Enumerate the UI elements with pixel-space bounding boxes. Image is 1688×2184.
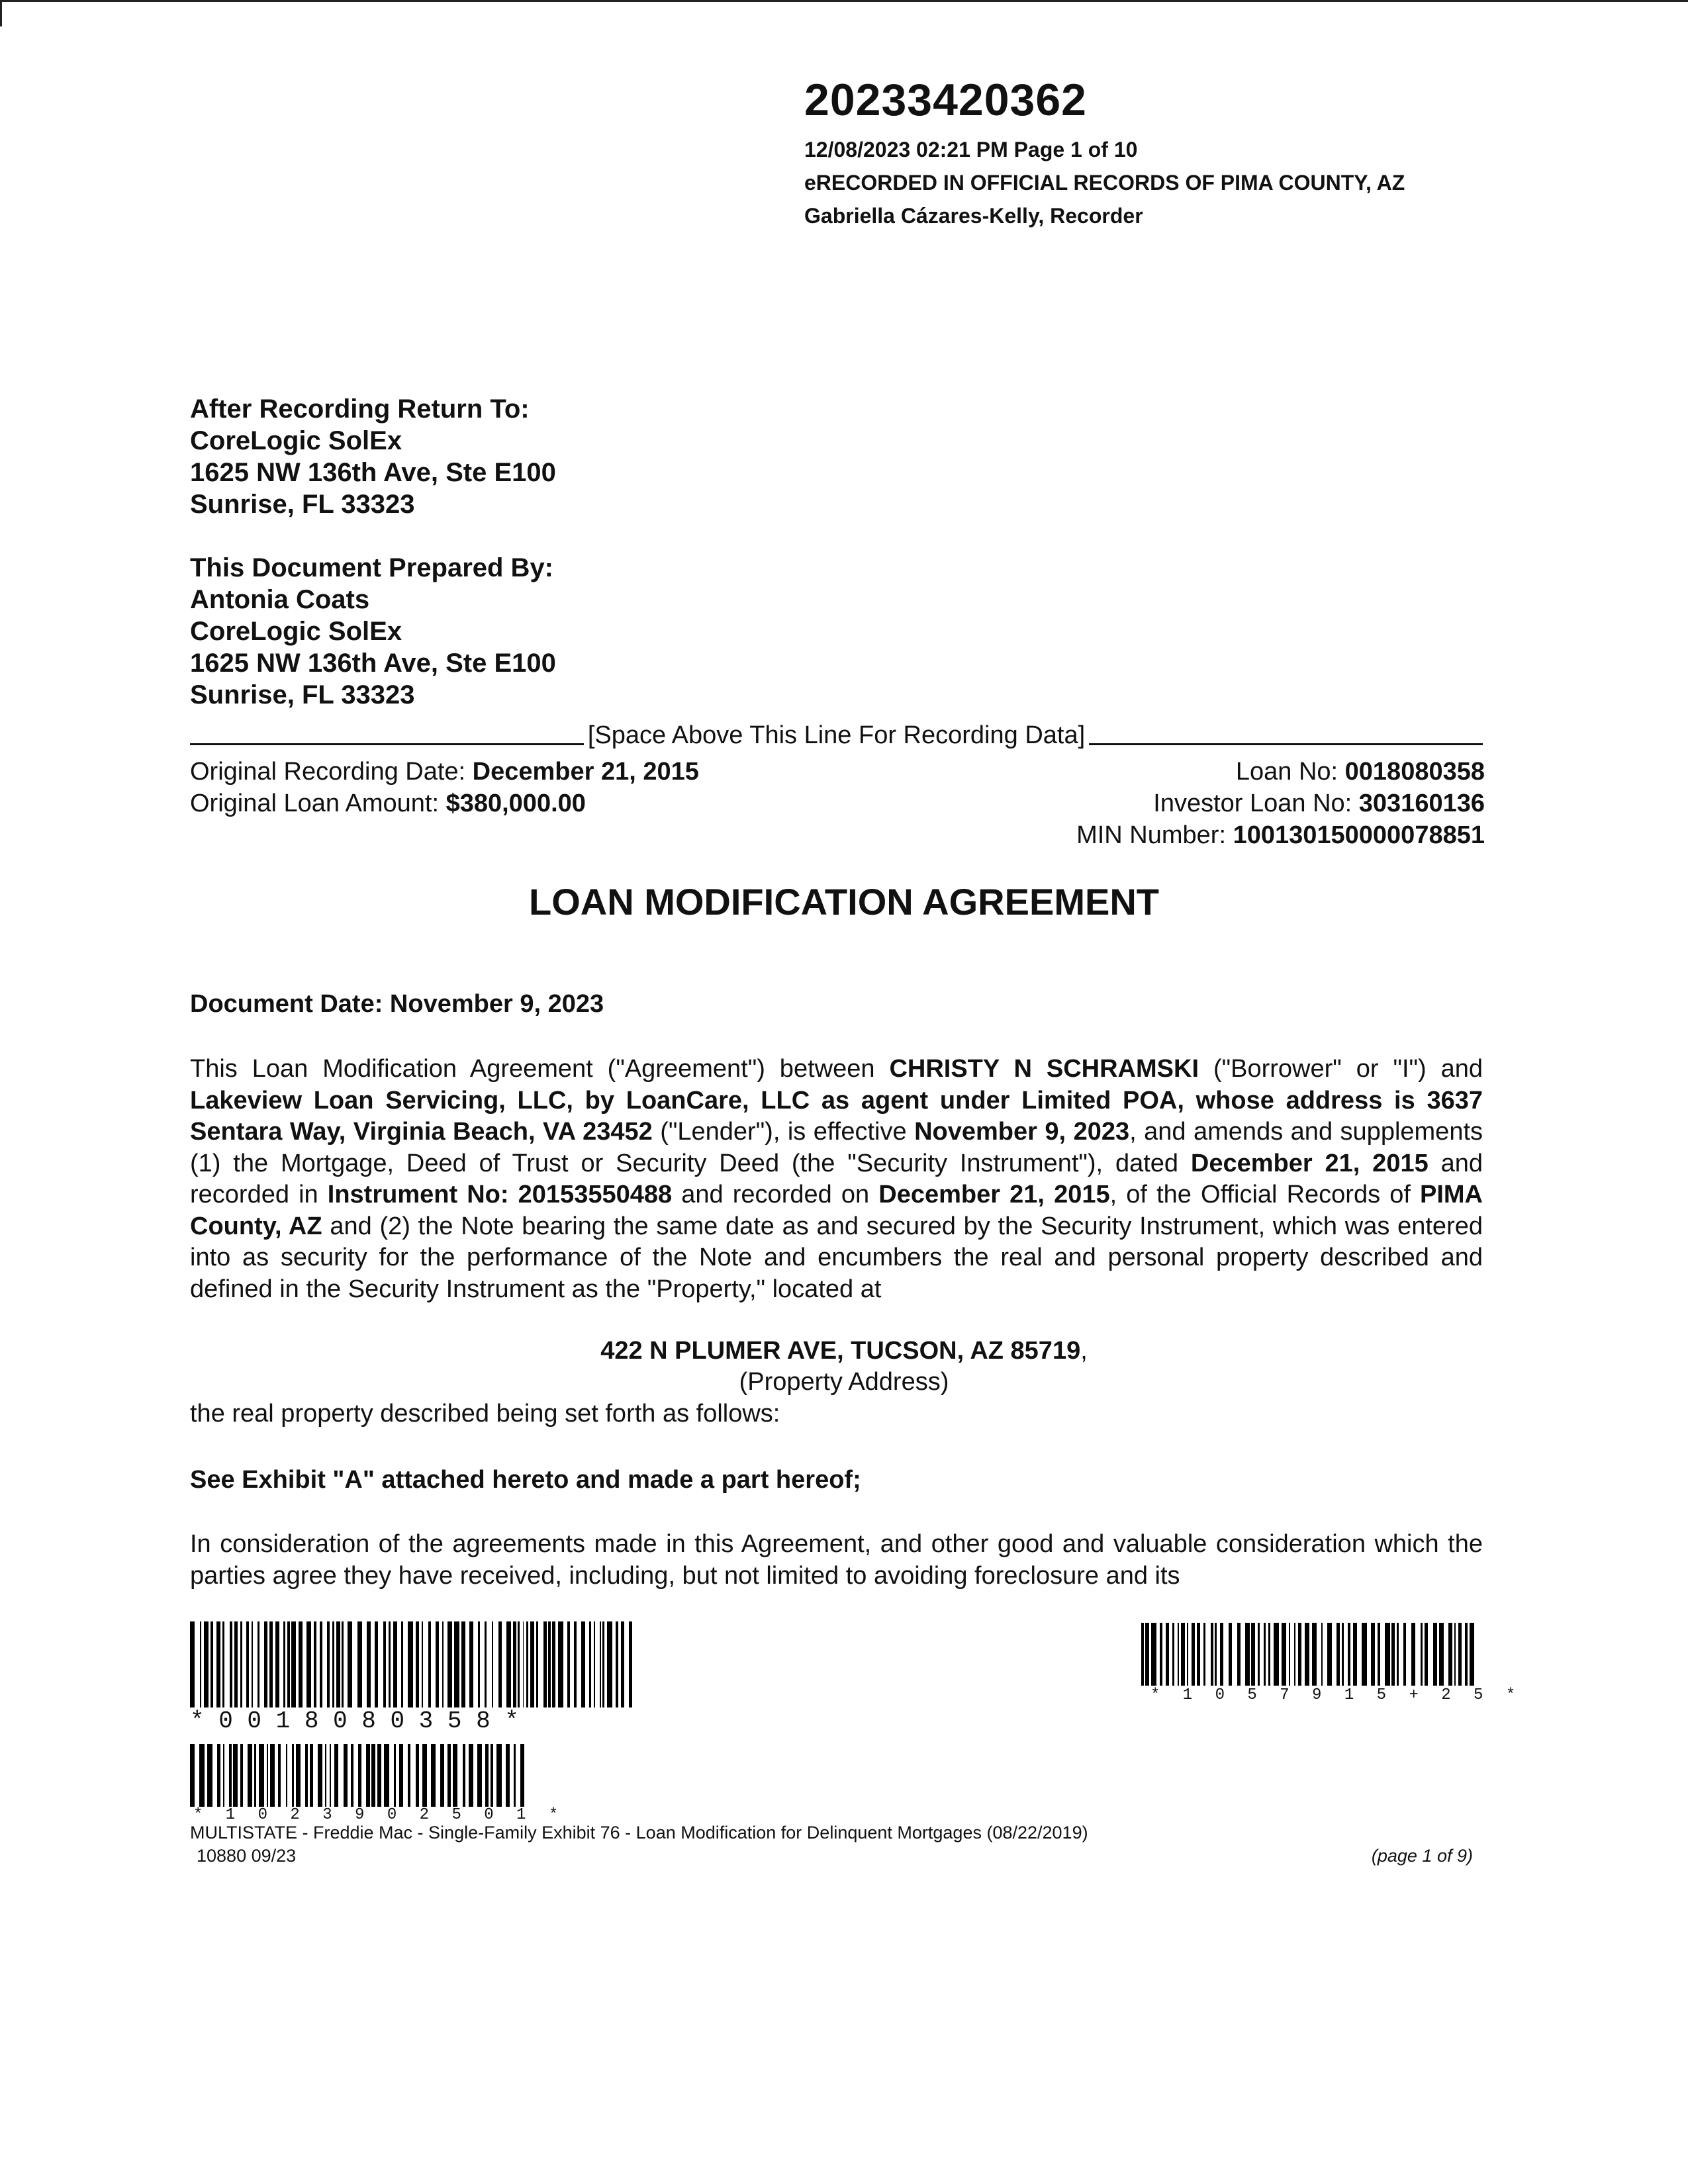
barcode-bar: [1465, 1623, 1468, 1686]
barcode-bar: [558, 1621, 563, 1707]
agreement-paragraph: This Loan Modification Agreement ("Agreement") between CHRISTY N SCHRAMSKI ("Borrower" or "I") and Lakeview Loan Servicing, LLC, by LoanCare, LLC as agent under Limited POA, whose address is 3637 Sentara Way, Virginia Beach, VA 23452 ("Lender"), is effective November 9, 2023, and amends and supplements (1) the Mortgage, Deed of Trust or Security Deed (the "Security Instrument"), dated December 21, 2015 and recorded in Instrument No: 20153550488 and recorded on December 21, 2015, of the Official Records of PIMA County, AZ and (2) the Note bearing the same date as and secured by the Security Instrument, which was entered into as security for the performance of the Note and encumbers the real and personal property described and defined in the Security Instrument as the "Property," located at: [190, 1055, 1483, 1303]
barcode-bar: [314, 1621, 316, 1707]
barcode-bar: [336, 1621, 340, 1707]
form-title: MULTISTATE - Freddie Mac - Single-Family Exhibit 76 - Loan Modification for Delinquent Mortgages (08/22/2019): [190, 1823, 1088, 1843]
barcode-bar: [320, 1621, 322, 1707]
barcode-bar: [318, 1744, 322, 1807]
barcode-bar: [1151, 1623, 1156, 1686]
barcode-bar: [270, 1744, 275, 1807]
barcode-bar: [1211, 1623, 1213, 1686]
barcode-bar: [1166, 1623, 1169, 1686]
barcode-bar: [1321, 1623, 1323, 1686]
divider-rule: [1089, 726, 1483, 745]
barcode-caption: * 0 0 1 8 0 8 0 3 5 8 *: [190, 1707, 519, 1735]
barcode-bar: [1470, 1623, 1474, 1686]
barcode-bar: [1411, 1623, 1415, 1686]
barcode-bar: [485, 1744, 489, 1807]
barcode-bar: [230, 1621, 232, 1707]
barcode-bar: [269, 1621, 273, 1707]
barcode-bar: [607, 1621, 612, 1707]
barcode-bar: [567, 1621, 570, 1707]
barcode-bar: [327, 1621, 330, 1707]
barcode-bar: [342, 1621, 344, 1707]
barcode-bar: [1251, 1623, 1255, 1686]
barcode-bar: [1397, 1623, 1399, 1686]
barcode-bar: [371, 1744, 375, 1807]
scan-corner-mark: [0, 0, 2, 26]
prepared-by-block: [190, 552, 556, 711]
county: PIMA County, AZ: [190, 1181, 1483, 1240]
barcode-bar: [258, 1621, 259, 1707]
barcode-bar: [498, 1621, 502, 1707]
barcode-bar: [526, 1621, 528, 1707]
barcode-bar: [200, 1621, 201, 1707]
barcode-bar: [287, 1621, 290, 1707]
barcode-bar: [275, 1621, 279, 1707]
space-above-label: [Space Above This Line For Recording Data]: [587, 721, 1086, 749]
barcode-bar: [1425, 1623, 1428, 1686]
barcode-bar: [1336, 1623, 1340, 1686]
barcode-bar: [216, 1621, 220, 1707]
barcode-bar: [1448, 1623, 1452, 1686]
prepared-by-line: Sunrise, FL 33323: [190, 680, 415, 709]
barcode-bar: [366, 1744, 370, 1807]
barcode-bar: [334, 1744, 338, 1807]
barcode-bar: [1371, 1623, 1376, 1686]
barcode-bar: [217, 1744, 220, 1807]
barcode-bar: [291, 1621, 297, 1707]
barcode-bar: [1342, 1623, 1344, 1686]
barcode-bar: [367, 1621, 371, 1707]
barcode-bar: [1274, 1623, 1279, 1686]
barcode-bar: [233, 1744, 238, 1807]
barcode-bar: [393, 1621, 397, 1707]
barcode-bar: [348, 1621, 352, 1707]
barcode-bar: [351, 1744, 353, 1807]
barcode-bar: [416, 1621, 419, 1707]
barcode-bar: [296, 1744, 301, 1807]
return-to-line: Sunrise, FL 33323: [190, 490, 415, 519]
barcode-bar: [344, 1744, 348, 1807]
barcode-bar: [1187, 1623, 1188, 1686]
barcode-bar: [377, 1744, 381, 1807]
barcode-bar: [1403, 1623, 1406, 1686]
barcode-bar: [1327, 1623, 1332, 1686]
barcode-bar: [485, 1621, 487, 1707]
page-number: (page 1 of 9): [1371, 1846, 1473, 1866]
barcode-bar: [574, 1621, 577, 1707]
lender-name: Lakeview Loan Servicing, LLC, by LoanCare, LLC as agent under Limited POA, whose address is 3637 Sentara Way, Virginia Beach, VA 23452: [190, 1086, 1483, 1146]
barcode-bar: [478, 1621, 480, 1707]
barcode-bar: [536, 1621, 538, 1707]
barcode-bar: [523, 1621, 524, 1707]
barcode-bar: [1391, 1623, 1395, 1686]
prepared-by-heading: This Document Prepared By:: [190, 553, 554, 582]
barcode-bar: [190, 1744, 195, 1807]
barcode-bar: [506, 1744, 510, 1807]
prepared-by-line: CoreLogic SolEx: [190, 617, 402, 646]
barcode-bar: [1378, 1623, 1380, 1686]
barcode-bar: [394, 1744, 396, 1807]
barcode-bar: [1192, 1623, 1195, 1686]
barcode-bar: [1439, 1623, 1444, 1686]
barcode-bar: [252, 1621, 253, 1707]
barcode-bar: [454, 1621, 459, 1707]
barcode-bar: [496, 1744, 502, 1807]
barcode-bar: [207, 1744, 212, 1807]
document-title: LOAN MODIFICATION AGREEMENT: [529, 881, 1159, 923]
barcode-bar: [306, 1621, 311, 1707]
barcode-bar: [491, 1744, 493, 1807]
barcode-bar: [223, 1744, 224, 1807]
barcode-bar: [548, 1621, 551, 1707]
barcode-bar: [442, 1621, 444, 1707]
barcode-bar: [1197, 1623, 1200, 1686]
barcode-bar: [1454, 1623, 1456, 1686]
barcode-bar: [1282, 1623, 1286, 1686]
barcode-bar: [581, 1621, 585, 1707]
recording-number: 20233420362: [804, 75, 1088, 125]
barcode-bar: [1362, 1623, 1367, 1686]
barcode-bar: [199, 1744, 205, 1807]
barcode-bar: [518, 1621, 520, 1707]
consideration-paragraph: In consideration of the agreements made in this Agreement, and other good and valuable consideration which the parties agree they have received, including, but not limited to avoiding foreclosure and its: [190, 1530, 1483, 1590]
barcode-bar: [602, 1621, 604, 1707]
barcode-bar: [506, 1621, 511, 1707]
barcode-caption: * 1 0 2 3 9 0 2 5 0 1 *: [193, 1806, 565, 1824]
divider-rule: [190, 726, 584, 745]
barcode-bar: [1312, 1623, 1317, 1686]
borrower-name: CHRISTY N SCHRAMSKI: [889, 1055, 1199, 1083]
barcode-bar: [416, 1744, 419, 1807]
barcode-bar: [1348, 1623, 1350, 1686]
barcode-caption: * 1 0 5 7 9 1 5 + 2 5 *: [1150, 1686, 1523, 1704]
barcode-bar: [310, 1744, 313, 1807]
barcode-bar: [530, 1621, 534, 1707]
recording-space-divider: [190, 721, 1483, 750]
return-to-heading: After Recording Return To:: [190, 394, 530, 424]
barcode-bar: [469, 1621, 473, 1707]
scan-top-edge: [0, 0, 1688, 2]
barcode-bar: [1172, 1623, 1174, 1686]
barcode-bar: [389, 1621, 391, 1707]
barcode-bar: [383, 1621, 386, 1707]
barcode-bar: [357, 1621, 362, 1707]
barcode-bar: [428, 1621, 431, 1707]
document-date: Document Date: November 9, 2023: [190, 990, 604, 1018]
barcode-bar: [552, 1621, 555, 1707]
document-barcode: [1141, 1623, 1477, 1686]
barcode-bar: [267, 1744, 268, 1807]
barcode-bar: [286, 1744, 287, 1807]
recording-office: eRECORDED IN OFFICIAL RECORDS OF PIMA COUNTY, AZ: [804, 171, 1405, 195]
prepared-by-line: 1625 NW 136th Ave, Ste E100: [190, 649, 556, 678]
effective-date: November 9, 2023: [914, 1118, 1130, 1146]
security-instrument-date: December 21, 2015: [1190, 1149, 1429, 1177]
barcode-bar: [1220, 1623, 1223, 1686]
barcode-bar: [1298, 1623, 1301, 1686]
form-code: 10880 09/23: [197, 1846, 297, 1866]
original-loan-amount: Original Loan Amount: $380,000.00: [190, 790, 586, 817]
barcode-bar: [1294, 1623, 1295, 1686]
barcode-bar: [1141, 1623, 1144, 1686]
barcode-bar: [1258, 1623, 1260, 1686]
instrument-number: Instrument No: 20153550488: [327, 1181, 673, 1208]
barcode-bar: [629, 1621, 632, 1707]
min-number: MIN Number: 100130150000078851: [1076, 821, 1485, 849]
barcode-bar: [1181, 1623, 1185, 1686]
barcode-bar: [1264, 1623, 1266, 1686]
barcode-bar: [325, 1744, 326, 1807]
barcode-bar: [1245, 1623, 1250, 1686]
barcode-bar: [278, 1744, 281, 1807]
loan-number: Loan No: 0018080358: [1235, 758, 1485, 786]
exhibit-reference: See Exhibit "A" attached hereto and made a part hereof;: [190, 1466, 861, 1494]
barcode-bar: [375, 1621, 378, 1707]
barcode-bar: [1237, 1623, 1241, 1686]
barcode-bar: [1160, 1623, 1162, 1686]
barcode-bar: [440, 1744, 444, 1807]
barcode-bar: [283, 1621, 285, 1707]
original-recording-date: Original Recording Date: December 21, 2015: [190, 758, 699, 786]
property-address: 422 N PLUMER AVE, TUCSON, AZ 85719,: [600, 1337, 1088, 1365]
barcode-bar: [305, 1744, 308, 1807]
property-description-intro: the real property described being set forth as follows:: [190, 1400, 780, 1428]
barcode-bar: [543, 1621, 547, 1707]
barcode-bar: [408, 1621, 413, 1707]
barcode-bar: [299, 1621, 303, 1707]
barcode-bar: [1458, 1623, 1462, 1686]
barcode-bar: [453, 1744, 457, 1807]
barcode-bar: [240, 1744, 243, 1807]
barcode-bar: [190, 1621, 195, 1707]
barcode-bar: [229, 1744, 232, 1807]
barcode-bar: [1229, 1623, 1232, 1686]
return-to-block: [190, 393, 556, 520]
barcode-bar: [520, 1744, 524, 1807]
barcode-bar: [211, 1621, 213, 1707]
barcode-bar: [436, 1621, 439, 1707]
barcode-bar: [1353, 1623, 1357, 1686]
barcode-bar: [469, 1744, 473, 1807]
return-to-line: CoreLogic SolEx: [190, 426, 402, 455]
barcode-bar: [461, 1621, 465, 1707]
barcode-bar: [401, 1621, 403, 1707]
barcode-bar: [477, 1744, 482, 1807]
barcode-bar: [264, 1621, 267, 1707]
barcode-bar: [1178, 1623, 1179, 1686]
barcode-bar: [514, 1744, 516, 1807]
barcode-bar: [621, 1621, 624, 1707]
barcode-bar: [422, 1621, 423, 1707]
barcode-bar: [1433, 1623, 1437, 1686]
barcode-bar: [234, 1621, 238, 1707]
barcode-bar: [1421, 1623, 1423, 1686]
property-address-caption: (Property Address): [739, 1368, 949, 1396]
barcode-bar: [492, 1621, 493, 1707]
barcode-bar: [384, 1744, 389, 1807]
recorder-name: Gabriella Cázares-Kelly, Recorder: [804, 204, 1143, 228]
barcode-bar: [332, 1621, 334, 1707]
barcode-bar: [292, 1744, 294, 1807]
barcode-bar: [246, 1621, 249, 1707]
barcode-bar: [330, 1744, 331, 1807]
barcode-bar: [1289, 1623, 1290, 1686]
barcode-bar: [248, 1744, 252, 1807]
barcode-bar: [222, 1621, 224, 1707]
barcode-bar: [1305, 1623, 1309, 1686]
barcode-bar: [240, 1621, 242, 1707]
barcode-bar: [1268, 1623, 1270, 1686]
barcode-bar: [204, 1621, 209, 1707]
barcode-bar: [422, 1744, 427, 1807]
barcode-bar: [589, 1621, 591, 1707]
barcode-bar: [447, 1621, 452, 1707]
prepared-by-line: Antonia Coats: [190, 585, 370, 614]
barcode-bar: [513, 1621, 516, 1707]
barcode-bar: [431, 1744, 436, 1807]
barcode-bar: [1215, 1623, 1217, 1686]
barcode-bar: [1385, 1623, 1390, 1686]
barcode-bar: [600, 1621, 601, 1707]
barcode-bar: [254, 1744, 256, 1807]
tracking-barcode: [190, 1744, 528, 1807]
barcode-bar: [408, 1744, 410, 1807]
barcode-bar: [447, 1744, 451, 1807]
loan-number-barcode: [190, 1621, 635, 1707]
return-to-line: 1625 NW 136th Ave, Ste E100: [190, 458, 556, 487]
barcode-bar: [358, 1744, 361, 1807]
barcode-bar: [616, 1621, 618, 1707]
barcode-bar: [1203, 1623, 1205, 1686]
barcode-bar: [399, 1744, 403, 1807]
recorded-on-date: December 21, 2015: [878, 1181, 1110, 1208]
investor-loan-number: Investor Loan No: 303160136: [1153, 790, 1485, 817]
barcode-bar: [259, 1744, 264, 1807]
barcode-bar: [463, 1744, 465, 1807]
barcode-bar: [1145, 1623, 1149, 1686]
recording-datetime: 12/08/2023 02:21 PM Page 1 of 10: [804, 138, 1138, 161]
barcode-bar: [594, 1621, 595, 1707]
